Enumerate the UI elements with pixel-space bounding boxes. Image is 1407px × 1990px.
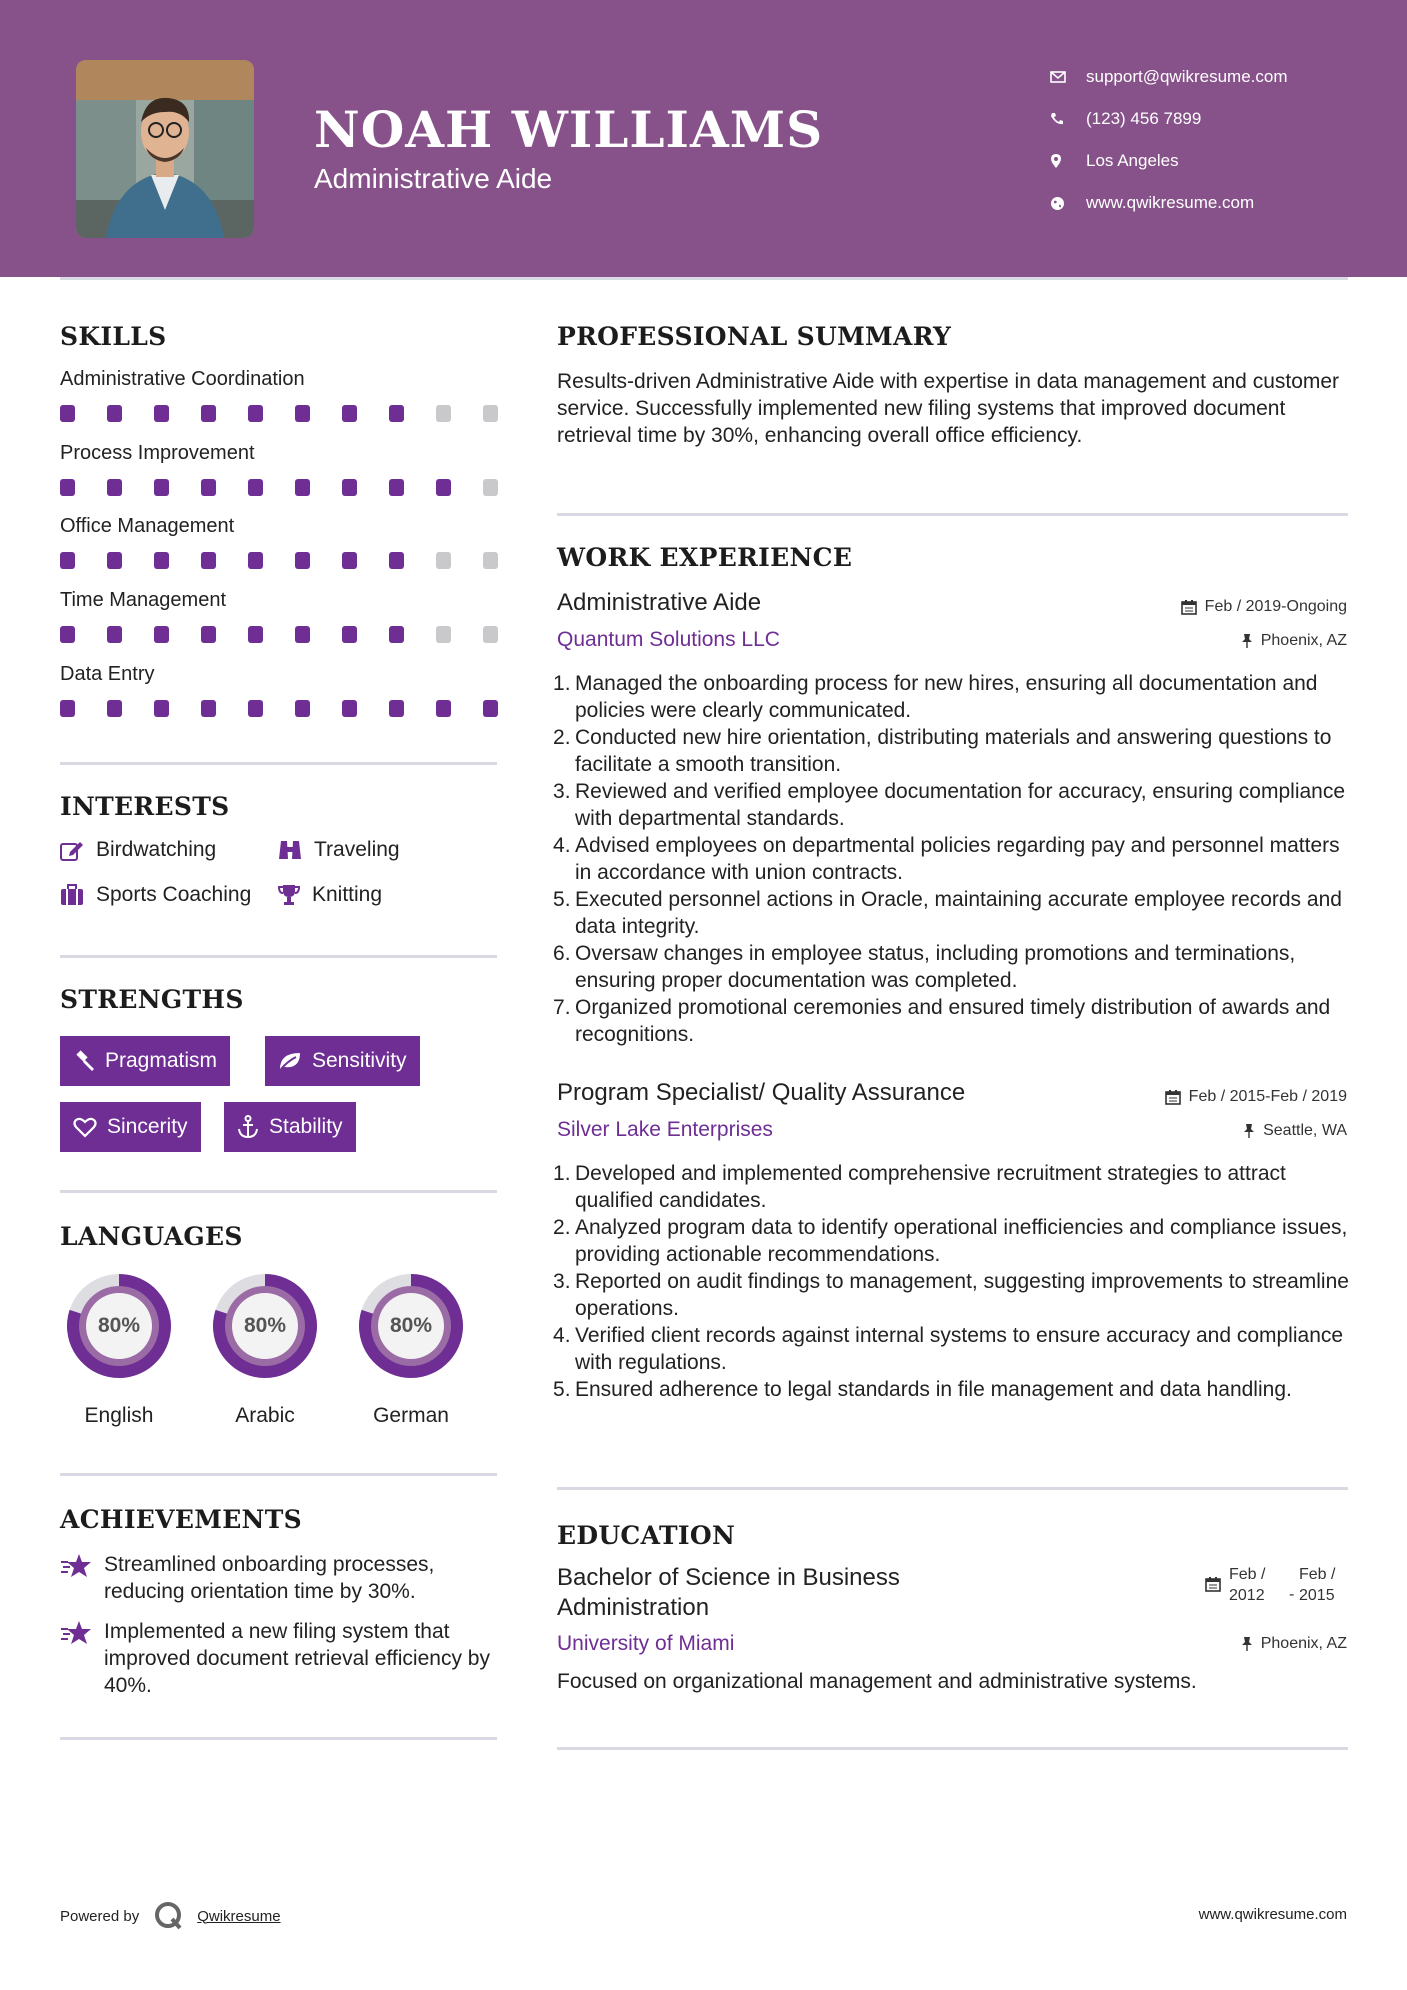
- list-item: Executed personnel actions in Oracle, maintaining accurate employee records and data integrity.: [575, 888, 1342, 938]
- achievement-item: Streamlined onboarding processes, reducing orientation time by 30%.: [60, 1551, 500, 1605]
- edit-icon: [60, 839, 84, 861]
- rating-dot-filled: [295, 626, 310, 643]
- section-divider: [60, 1473, 497, 1476]
- rating-dot-filled: [389, 552, 404, 569]
- rating-dot-filled: [483, 700, 498, 717]
- rating-dot-filled: [248, 626, 263, 643]
- summary-text: Results-driven Administrative Aide with expertise in data management and customer service. Successfully implemented new filing systems that improved document retrieval time by 30%, enhancing overall office efficiency.: [557, 370, 1340, 447]
- job-location: Phoenix, AZ: [1241, 632, 1347, 650]
- contact-phone[interactable]: (123) 456 7899: [1050, 98, 1288, 140]
- rating-dot-empty: [483, 479, 498, 496]
- section-divider: [557, 513, 1348, 516]
- rating-dot-filled: [107, 479, 122, 496]
- footer-branding: Powered by Qwikresume: [60, 1900, 281, 1932]
- rating-dot-filled: [201, 479, 216, 496]
- rating-dot-filled: [389, 626, 404, 643]
- gavel-icon: [73, 1050, 95, 1072]
- rating-dot-filled: [342, 700, 357, 717]
- summary-heading: PROFESSIONAL SUMMARY: [557, 322, 952, 351]
- job-title: Program Specialist/ Quality Assurance: [557, 1079, 966, 1106]
- rating-dot-filled: [248, 552, 263, 569]
- skill-name: Data Entry: [60, 663, 155, 685]
- list-item: Advised employees on departmental policies regarding pay and personnel matters in accordance with union contracts.: [575, 834, 1340, 884]
- rating-dot-filled: [342, 405, 357, 422]
- list-item: Developed and implemented comprehensive recruitment strategies to attract qualified candidates.: [575, 1162, 1286, 1212]
- skill-name: Administrative Coordination: [60, 368, 305, 390]
- profile-photo: [76, 60, 254, 238]
- achievement-item: Implemented a new filing system that improved document retrieval efficiency by 40%.: [60, 1618, 500, 1699]
- binoculars-icon: [278, 839, 302, 861]
- job-dates: Feb / 2019-Ongoing: [1181, 598, 1347, 616]
- rating-dot-filled: [154, 479, 169, 496]
- rating-dot-filled: [60, 700, 75, 717]
- language-name: Arabic: [235, 1404, 295, 1427]
- trophy-icon: [278, 884, 300, 906]
- rating-dot-filled: [201, 626, 216, 643]
- rating-dot-filled: [436, 479, 451, 496]
- contact-location: Los Angeles: [1050, 140, 1288, 182]
- brand-link[interactable]: Qwikresume: [197, 1907, 281, 1925]
- experience-heading: WORK EXPERIENCE: [557, 543, 853, 572]
- skill-rating: [60, 700, 530, 717]
- rating-dot-empty: [483, 552, 498, 569]
- rating-dot-filled: [248, 700, 263, 717]
- education-heading: EDUCATION: [557, 1521, 736, 1550]
- rating-dot-filled: [295, 700, 310, 717]
- list-item: Ensured adherence to legal standards in file management and data handling.: [575, 1378, 1292, 1401]
- strength-tag: Sincerity: [60, 1102, 201, 1152]
- language-name: English: [84, 1404, 154, 1427]
- skill-name: Time Management: [60, 589, 226, 611]
- rating-dot-filled: [201, 405, 216, 422]
- rating-dot-filled: [389, 479, 404, 496]
- section-divider: [557, 1747, 1348, 1750]
- candidate-title: Administrative Aide: [314, 163, 553, 194]
- strength-tag: Pragmatism: [60, 1036, 230, 1086]
- rating-dot-empty: [483, 626, 498, 643]
- education-dates: Feb / 2012 - Feb / 2015: [1205, 1564, 1347, 1606]
- languages-heading: LANGUAGES: [60, 1222, 243, 1251]
- rating-dot-filled: [389, 700, 404, 717]
- rating-dot-filled: [342, 626, 357, 643]
- rating-dot-filled: [60, 479, 75, 496]
- strength-tag: Stability: [224, 1102, 356, 1152]
- achievements-heading: ACHIEVEMENTS: [60, 1505, 302, 1534]
- list-item: Oversaw changes in employee status, including promotions and terminations, ensuring proper documentation was completed.: [575, 942, 1296, 992]
- language-item: [351, 1266, 471, 1427]
- rating-dot-filled: [107, 552, 122, 569]
- pushpin-icon: [1243, 1123, 1255, 1139]
- rating-dot-empty: [483, 405, 498, 422]
- rating-dot-filled: [248, 405, 263, 422]
- language-name: German: [373, 1404, 449, 1427]
- contact-email[interactable]: support@qwikresume.com: [1050, 56, 1288, 98]
- job-title: Administrative Aide: [557, 589, 762, 616]
- rating-dot-filled: [154, 552, 169, 569]
- job-dates: Feb / 2015-Feb / 2019: [1165, 1088, 1347, 1106]
- company-name: Silver Lake Enterprises: [557, 1118, 773, 1141]
- calendar-icon: [1181, 599, 1197, 615]
- interest-item: Birdwatching: [60, 838, 216, 862]
- rating-dot-empty: [436, 552, 451, 569]
- rating-dot-filled: [154, 700, 169, 717]
- rating-dot-filled: [107, 700, 122, 717]
- rating-dot-empty: [436, 626, 451, 643]
- briefcase-icon: [60, 884, 84, 906]
- language-percent: 80%: [389, 1314, 433, 1337]
- rating-dot-filled: [201, 700, 216, 717]
- skill-name: Process Improvement: [60, 442, 255, 464]
- language-item: [59, 1266, 179, 1427]
- company-name: Quantum Solutions LLC: [557, 628, 780, 651]
- interest-item: Sports Coaching: [60, 883, 251, 907]
- rating-dot-filled: [154, 405, 169, 422]
- rating-dot-filled: [295, 552, 310, 569]
- skill-rating: [60, 552, 530, 569]
- interest-item: Traveling: [278, 838, 400, 862]
- rating-dot-filled: [295, 479, 310, 496]
- skills-heading: SKILLS: [60, 322, 167, 351]
- resume-header: [0, 0, 1407, 277]
- education-description: Focused on organizational management and administrative systems.: [557, 1670, 1197, 1693]
- degree-name: Bachelor of Science in Business Administration: [557, 1564, 900, 1621]
- star-icon: [60, 1620, 92, 1646]
- rating-dot-empty: [436, 405, 451, 422]
- list-item: Conducted new hire orientation, distributing materials and answering questions to facilitate a smooth transition.: [575, 726, 1332, 776]
- footer-website[interactable]: www.qwikresume.com: [1198, 1906, 1347, 1923]
- rating-dot-filled: [154, 626, 169, 643]
- rating-dot-filled: [60, 626, 75, 643]
- phone-icon: [1050, 112, 1086, 126]
- header-divider: [60, 277, 1348, 280]
- location-pin-icon: [1050, 153, 1086, 169]
- language-percent: 80%: [243, 1314, 287, 1337]
- list-item: Verified client records against internal systems to ensure accuracy and compliance with regulations.: [575, 1324, 1344, 1374]
- rating-dot-filled: [107, 626, 122, 643]
- section-divider: [60, 762, 497, 765]
- leaf-icon: [278, 1051, 302, 1071]
- section-divider: [60, 1737, 497, 1740]
- calendar-icon: [1205, 1576, 1221, 1592]
- pushpin-icon: [1241, 633, 1253, 649]
- envelope-icon: [1050, 71, 1086, 83]
- rating-dot-filled: [107, 405, 122, 422]
- list-item: Reported on audit findings to management, suggesting improvements to streamline operations.: [575, 1270, 1349, 1320]
- strength-tag: Sensitivity: [265, 1036, 420, 1086]
- strengths-heading: STRENGTHS: [60, 985, 244, 1014]
- list-item: Managed the onboarding process for new hires, ensuring all documentation and policies were clearly communicated.: [575, 672, 1318, 722]
- rating-dot-filled: [60, 552, 75, 569]
- calendar-icon: [1165, 1089, 1181, 1105]
- skill-rating: [60, 626, 530, 643]
- anchor-icon: [237, 1115, 259, 1139]
- rating-dot-filled: [60, 405, 75, 422]
- qwikresume-logo-icon: [153, 1900, 185, 1932]
- rating-dot-filled: [436, 700, 451, 717]
- contact-website[interactable]: www.qwikresume.com: [1050, 182, 1288, 224]
- section-divider: [557, 1487, 1348, 1490]
- interest-item: Knitting: [278, 883, 382, 907]
- contact-list: [1050, 56, 1288, 224]
- heart-icon: [73, 1116, 97, 1138]
- job-location: Seattle, WA: [1243, 1122, 1347, 1140]
- interests-heading: INTERESTS: [60, 792, 230, 821]
- skill-rating: [60, 405, 530, 422]
- pushpin-icon: [1241, 1636, 1253, 1652]
- rating-dot-filled: [248, 479, 263, 496]
- list-item: Organized promotional ceremonies and ensured timely distribution of awards and recognitions.: [575, 996, 1331, 1046]
- job-responsibilities: [575, 670, 1355, 1048]
- job-responsibilities: [575, 1160, 1355, 1403]
- school-name: University of Miami: [557, 1632, 735, 1655]
- rating-dot-filled: [295, 405, 310, 422]
- section-divider: [60, 1190, 497, 1193]
- rating-dot-filled: [389, 405, 404, 422]
- skill-rating: [60, 479, 530, 496]
- list-item: Reviewed and verified employee documentation for accuracy, ensuring compliance with departmental standards.: [575, 780, 1346, 830]
- globe-icon: [1050, 196, 1086, 211]
- section-divider: [60, 955, 497, 958]
- education-location: Phoenix, AZ: [1241, 1635, 1347, 1653]
- language-item: [205, 1266, 325, 1427]
- language-percent: 80%: [97, 1314, 141, 1337]
- star-icon: [60, 1553, 92, 1579]
- skill-name: Office Management: [60, 515, 235, 537]
- list-item: Analyzed program data to identify operational inefficiencies and compliance issues, providing actionable recommendations.: [575, 1216, 1348, 1266]
- rating-dot-filled: [201, 552, 216, 569]
- rating-dot-filled: [342, 552, 357, 569]
- rating-dot-filled: [342, 479, 357, 496]
- candidate-name: NOAH WILLIAMS: [314, 100, 824, 159]
